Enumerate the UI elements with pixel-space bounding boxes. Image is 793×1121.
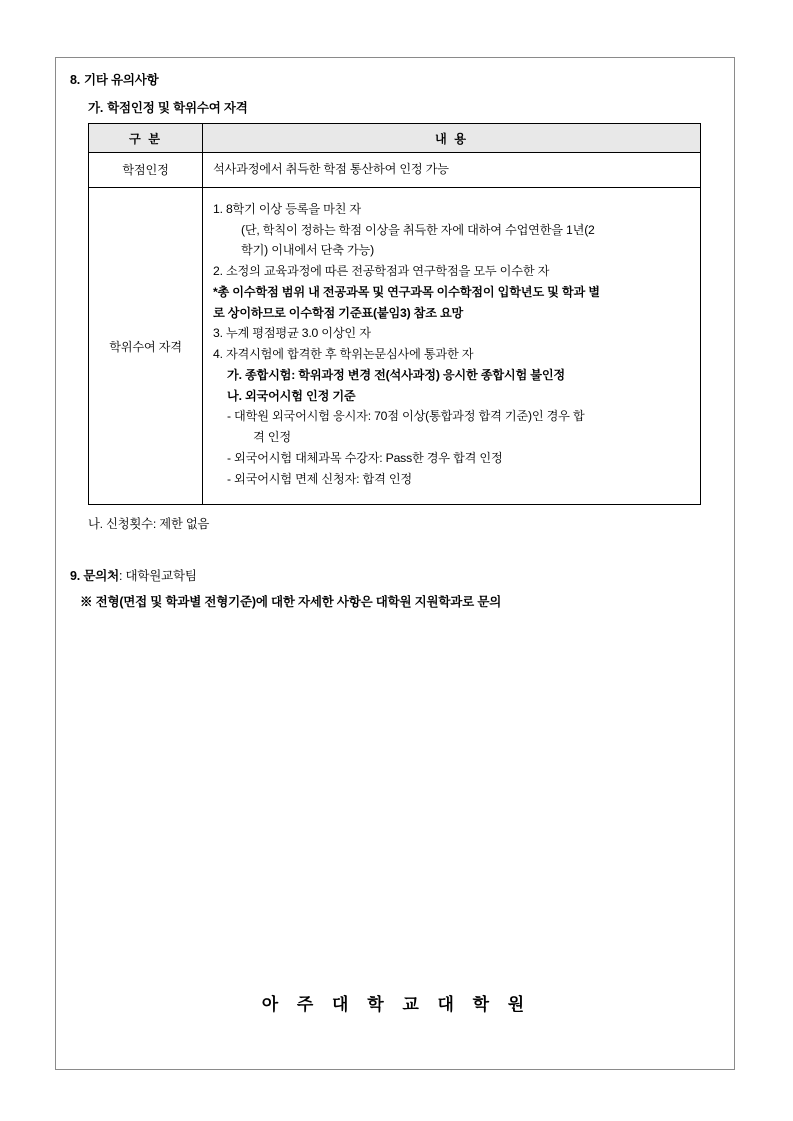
list-item: 3. 누계 평점평균 3.0 이상인 자 [213, 326, 371, 341]
list-item: *총 이수학점 범위 내 전공과목 및 연구과목 이수학점이 입학년도 및 학과 별 [213, 284, 600, 299]
qualification-table [88, 123, 701, 505]
section-9-heading [70, 566, 720, 584]
table-row [89, 187, 701, 505]
page-content [70, 70, 720, 610]
list-item: 나. 외국어시험 인정 기준 [227, 388, 356, 403]
list-item: 4. 자격시험에 합격한 후 학위논문심사에 통과한 자 [213, 347, 474, 362]
list-item: (단, 학칙이 정하는 학점 이상을 취득한 자에 대하여 수업연한을 1년(2 [241, 222, 595, 237]
table-header-row [89, 124, 701, 153]
row-content-degree-conferral [203, 187, 701, 505]
list-item: - 대학원 외국어시험 응시자: 70점 이상(통합과정 합격 기준)인 경우 합 [227, 409, 585, 424]
table-row [89, 153, 701, 188]
list-item: 가. 종합시험: 학위과정 변경 전(석사과정) 응시한 종합시험 불인정 [227, 367, 565, 382]
row-content-credit-recognition: 석사과정에서 취득한 학점 통산하여 인정 가능 [203, 153, 701, 188]
row-label-credit-recognition: 학점인정 [89, 153, 203, 188]
list-item: 로 상이하므로 이수학점 기준표(붙임3) 참조 요망 [213, 305, 464, 320]
section-9-number: 9. [70, 569, 81, 584]
section-9-note: ※ 전형(면접 및 학과별 전형기준)에 대한 자세한 사항은 대학원 지원학과로 문의 [80, 595, 502, 610]
table-header-content: 내 용 [203, 124, 701, 153]
section-9-value: : 대학원교학팀 [118, 569, 197, 584]
section-9 [70, 566, 720, 610]
list-item: 격 인정 [253, 430, 291, 445]
section-8-sub-a-heading [88, 98, 720, 116]
list-item: 1. 8학기 이상 등록을 마친 자 [213, 201, 362, 216]
list-item: 2. 소정의 교육과정에 따른 전공학점과 연구학점을 모두 이수한 자 [213, 264, 550, 279]
list-item: - 외국어시험 면제 신청자: 합격 인정 [227, 471, 412, 486]
section-8-title: 기타 유의사항 [84, 73, 159, 87]
sub-a-marker: 가. [88, 101, 104, 115]
table-header-division: 구 분 [89, 124, 203, 153]
list-item: - 외국어시험 대체과목 수강자: Pass한 경우 합격 인정 [227, 450, 503, 465]
section-8-heading [70, 70, 720, 88]
footer-university-name: 아 주 대 학 교 대 학 원 [261, 995, 532, 1014]
sub-a-title: 학점인정 및 학위수여 자격 [107, 101, 248, 115]
section-8-number: 8. [70, 73, 81, 87]
section-9-label: 문의처 [83, 569, 119, 584]
row-label-degree-conferral: 학위수여 자격 [89, 187, 203, 505]
section-8-sub-b: 나. 신청횟수: 제한 없음 [88, 517, 210, 532]
list-item: 학기) 이내에서 단축 가능) [241, 243, 375, 258]
